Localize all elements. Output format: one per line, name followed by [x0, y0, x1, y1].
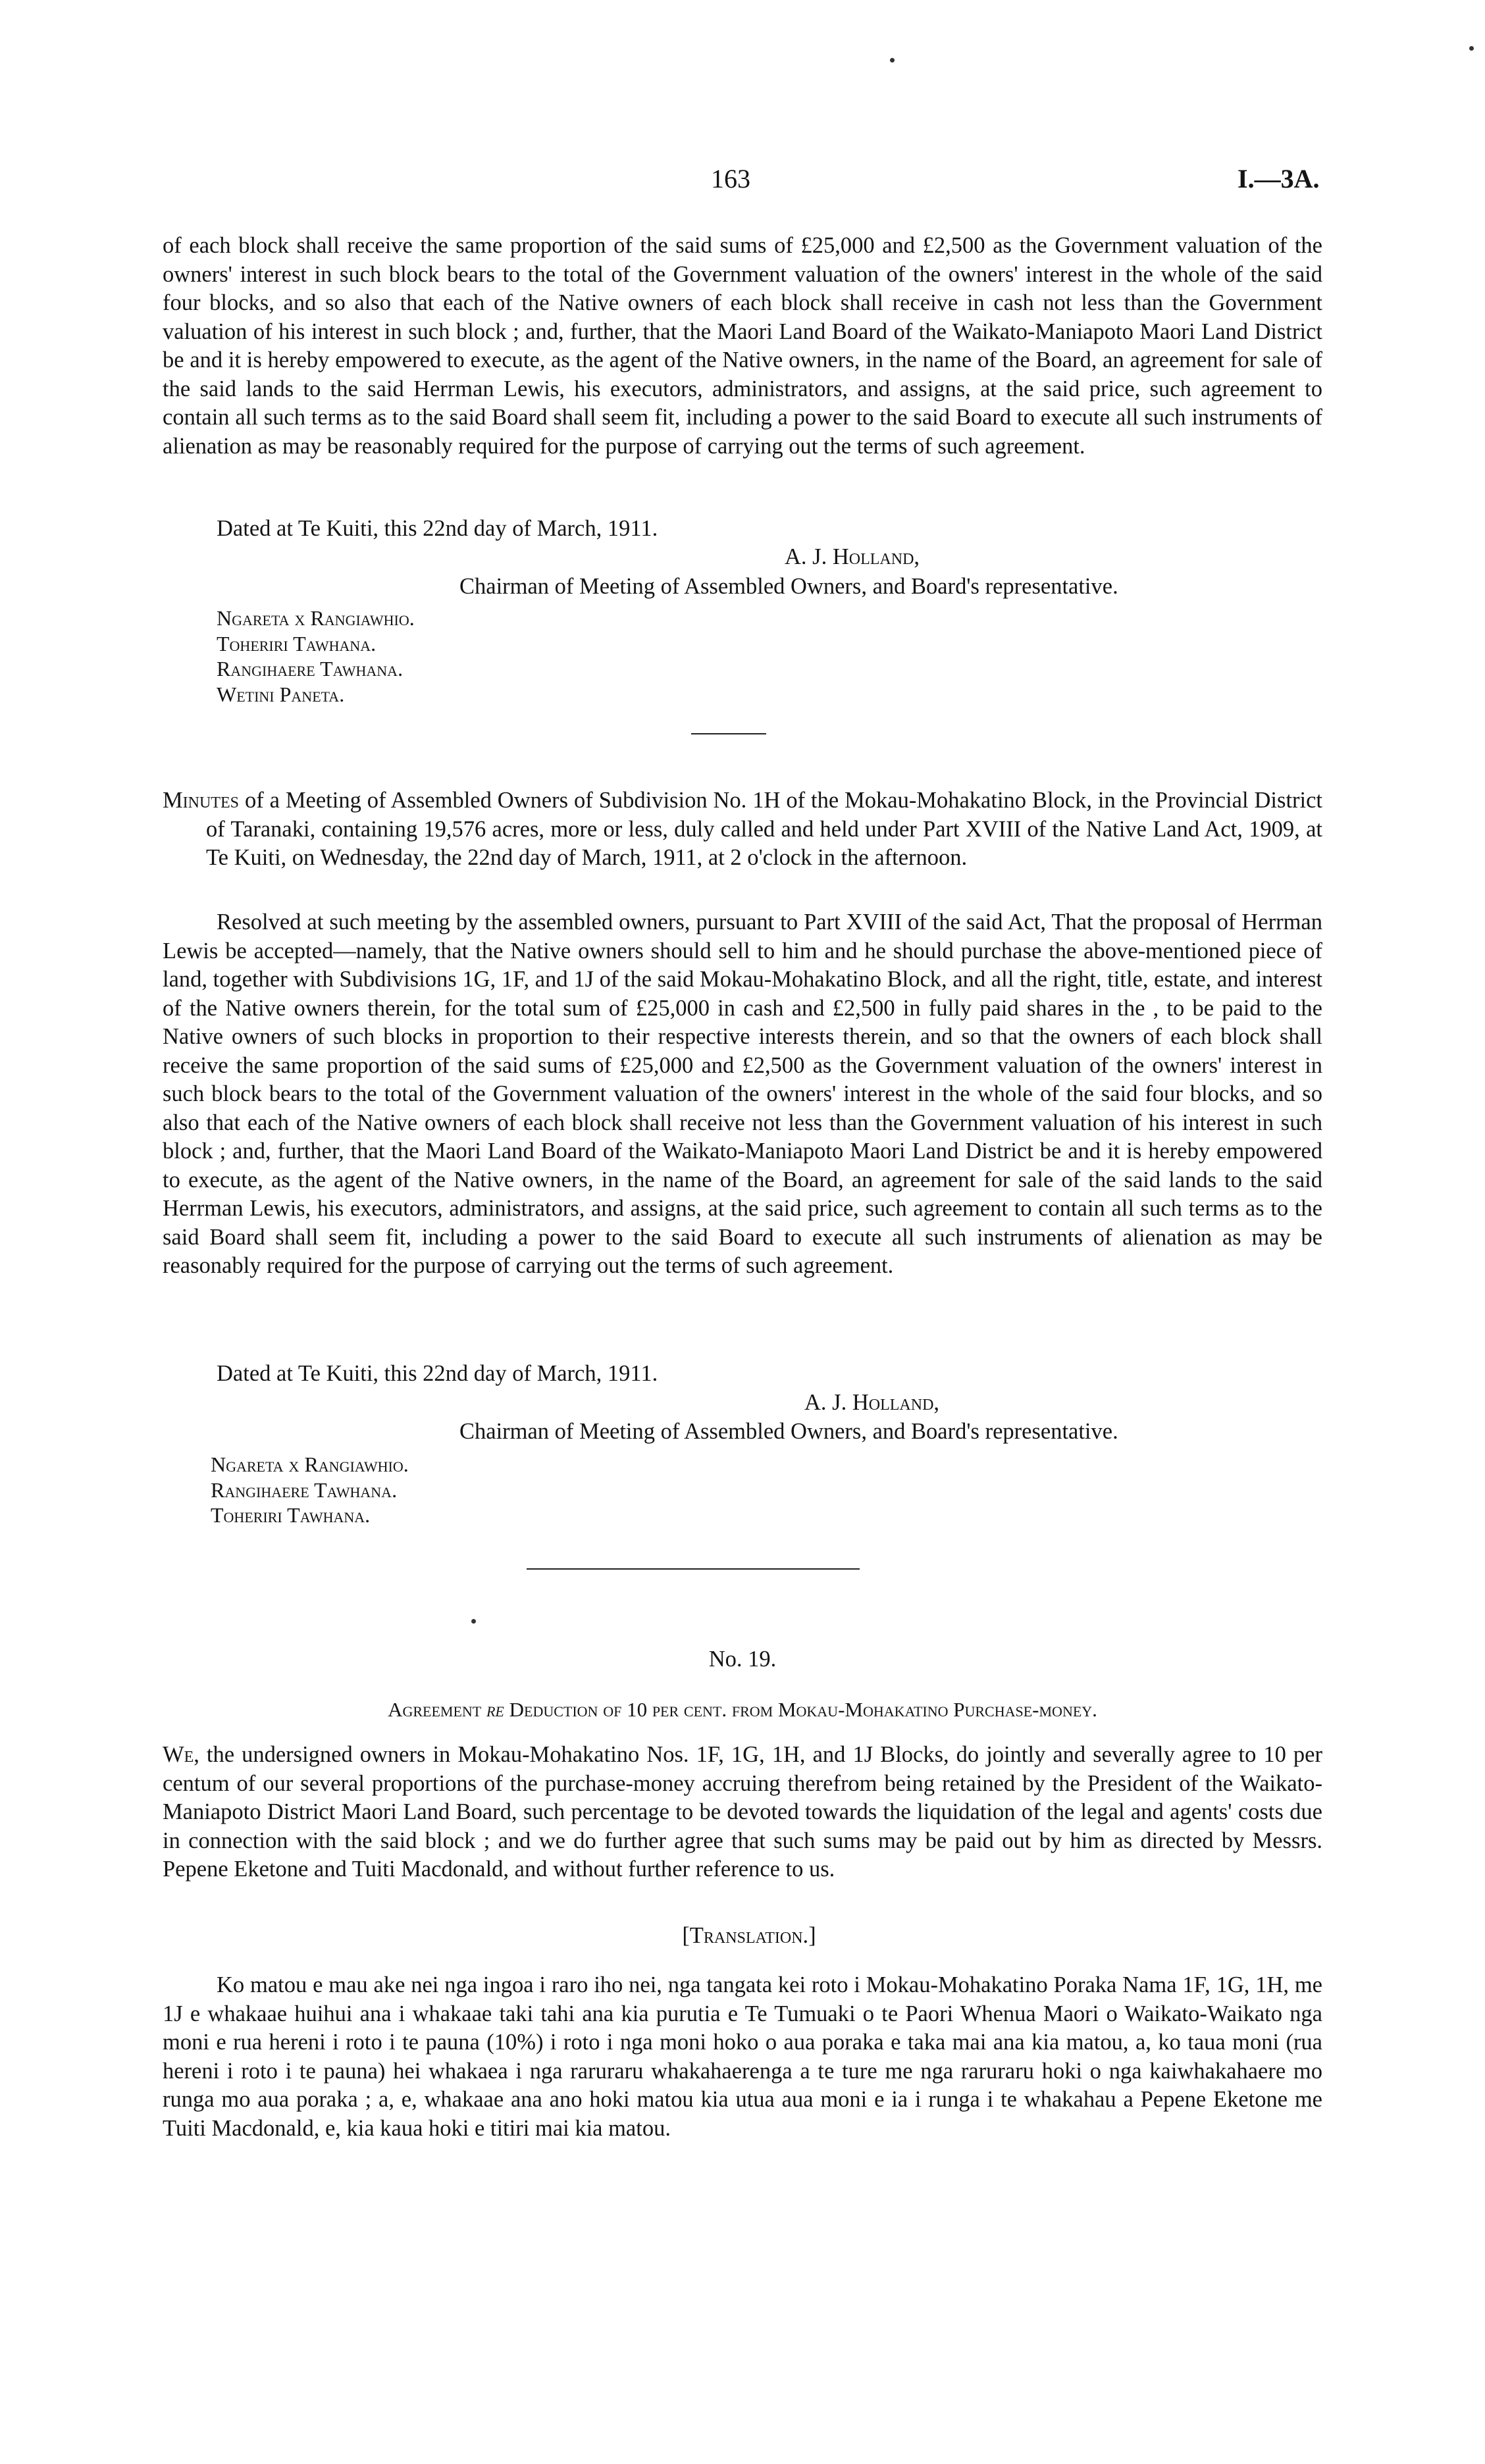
section-divider [527, 1568, 860, 1570]
owner-name: Ngareta x Rangiawhio. [217, 606, 415, 630]
resolution [163, 908, 1322, 1281]
owner-signatures [217, 605, 415, 707]
continued-resolution [163, 232, 1322, 461]
owner-name: Wetini Paneta. [217, 682, 345, 706]
document-number: No. 19. [708, 1647, 777, 1672]
agreement-lead: We [163, 1742, 194, 1767]
agreement-heading: Agreement re Deduction of 10 per cent. from Mokau-Mohakatino Purchase-money. [388, 1698, 1097, 1721]
owner-name: Toheriri Tawhana. [211, 1503, 371, 1527]
minutes-text: of a Meeting of Assembled Owners of Subdivision No. 1H of the Mokau-Mohakatino Block, in the Provincial District of Taranaki, containing 19,576 acres, more or less, duly called and held under Part XVIII of the Native Land Act, 1909, at Te Kuiti, on Wednesday, the 22nd day of March, 1911, at 2 o'clock in the afternoon. [206, 788, 1322, 870]
section-divider [691, 733, 766, 734]
minutes-heading [163, 786, 1322, 873]
minutes-paragraph [163, 786, 1322, 873]
signer-name: A. J. Holland, [804, 1390, 940, 1415]
signer-title: Chairman of Meeting of Assembled Owners, and Board's representative. [459, 1419, 1118, 1444]
agreement-body [163, 1741, 1322, 1884]
owner-name: Rangihaere Tawhana. [211, 1477, 398, 1502]
translation-text: Ko matou e mau ake nei nga ingoa i raro iho nei, nga tangata kei roto i Mokau-Mohakatino Poraka Nama 1F, 1G, 1H, me 1J e whakaae huihui ana i whakaae taki tahi ana kia purutia e Te Tumuaki o te Paori Whenua Maori o Waikato-Waikato nga moni e rua hereni i roto i te pauna (10%) i roto i nga moni hoko o aua poraka e taka mai ana kia matou, a, ko taua moni (rua hereni i roto i te pauna) hei whakaea i nga raruraru whakahaerenga a te ture me nga raruraru hoki o nga kaiwhakahaere mo runga mo aua poraka ; a, e, whakaae ana ano hoki matou kia utua aua moni e ia i runga i te whakahau a Pepene Eketone me Tuiti Macdonald, e, kia kaua hoki e titiri mai kia matou. [163, 1972, 1322, 2141]
ink-speck [471, 1619, 476, 1624]
signer-title: Chairman of Meeting of Assembled Owners, and Board's representative. [459, 574, 1118, 599]
signer-name: A. J. Holland, [785, 544, 920, 569]
dated-line: Dated at Te Kuiti, this 22nd day of March, 1911. [217, 516, 658, 541]
translation [163, 1971, 1322, 2143]
agreement-text: We, the undersigned owners in Mokau-Mohakatino Nos. 1F, 1G, 1H, and 1J Blocks, do jointly and severally agree to 10 per centum of our several proportions of the purchase-money accruing therefrom being retained by the President of the Waikato-Maniapoto District Maori Land Board, such percentage to be devoted towards the liquidation of the legal and agents' costs due in connection with the said block ; and we do further agree that such sums may be paid out by him as directed by Messrs. Pepene Eketone and Tuiti Macdonald, and without further reference to us. [163, 1742, 1322, 1882]
owner-name: Toheriri Tawhana. [217, 631, 377, 655]
page-number: 163 [711, 164, 750, 193]
resolution-text: Resolved at such meeting by the assembled owners, pursuant to Part XVIII of the said Act, That the proposal of Herrman Lewis be accepted—namely, that the Native owners should sell to him and he should purchase the above-mentioned piece of land, together with Subdivisions 1G, 1F, and 1J of the said Mokau-Mohakatino Block, and all the right, title, estate, and interest of the Native owners therein, for the total sum of £25,000 in cash and £2,500 in fully paid shares in the , to be paid to the Native owners of such blocks in proportion to their respective interests therein, and so that the owners of each block shall receive the same proportion of the said sums of £25,000 and £2,500 as the Government valuation of the owners' interest in such block bears to the total of the Government valuation of the owners' interest in the whole of the said four blocks, and so also that each of the Native owners of each block shall receive not less than the Government valuation of his interest in such block ; and, further, that the Maori Land Board of the Waikato-Maniapoto Maori Land District be and it is hereby empowered to execute, as the agent of the Native owners, in the name of the Board, an agreement for sale of the said lands to the said Herrman Lewis, his executors, administrators, and assigns, at the said price, such agreement to contain all such terms as to the said Board shall seem fit, including a power to the said Board to execute all such instruments of alienation as may be reasonably required for the purpose of carrying out the terms of such agreement. [163, 910, 1322, 1278]
ink-speck [1469, 46, 1474, 51]
continued-resolution-text: of each block shall receive the same proportion of the said sums of £25,000 and £2,500 as the Government valuation of the owners' interest in such block bears to the total of the Government valuation of the owners' interest in the whole of the said four blocks, and so also that each of the Native owners of each block shall receive in cash not less than the Government valuation of his interest in such block ; and, further, that the Maori Land Board of the Waikato-Maniapoto Maori Land District be and it is hereby empowered to execute, as the agent of the Native owners, in the name of the Board, an agreement for sale of the said lands to the said Herrman Lewis, his executors, administrators, and assigns, at the said price, such agreement to contain all such terms as to the said Board shall seem fit, including a power to the said Board to execute all such instruments of alienation as may be reasonably required for the purpose of carrying out the terms of such agreement. [163, 233, 1322, 459]
series-id: I.—3A. [1238, 164, 1320, 193]
owner-signatures [211, 1452, 409, 1528]
minutes-lead: Minutes [163, 788, 240, 813]
dated-line: Dated at Te Kuiti, this 22nd day of March, 1911. [217, 1361, 658, 1386]
translation-label: [Translation.] [682, 1923, 816, 1948]
owner-name: Rangihaere Tawhana. [217, 657, 404, 680]
owner-name: Ngareta x Rangiawhio. [211, 1452, 409, 1476]
ink-speck [890, 58, 895, 63]
